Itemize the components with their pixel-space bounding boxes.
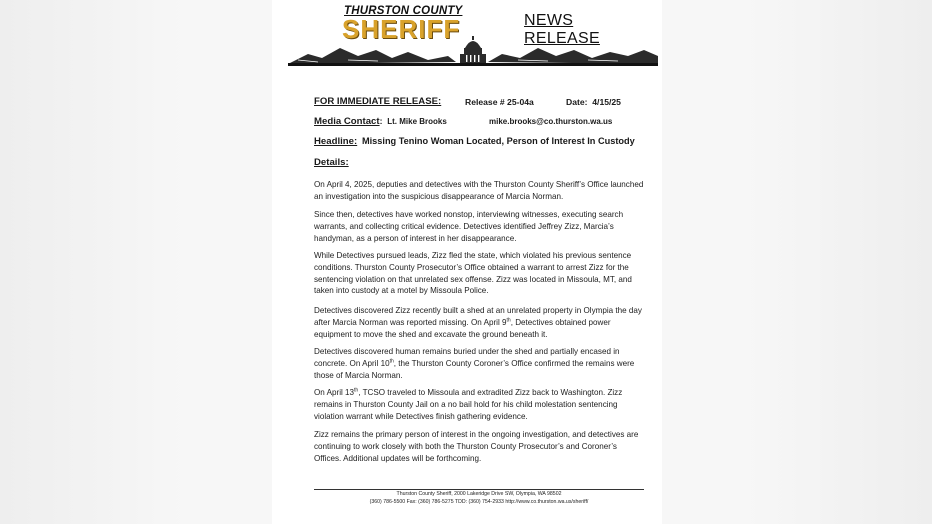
paragraph-3: While Detectives pursued leads, Zizz fled the state, which violated his previous sentence conditions. Thurston County Prosecutor’s Office obtained a warrant to arrest Zizz for the sentencing violation on that unrelated sex offense. Zizz was located in Missoula, MT, and taken into custody at a motel by Missoula Police. <box>314 251 632 296</box>
headline-row <box>314 136 635 147</box>
news-release-title: NEWS RELEASE <box>524 12 600 47</box>
paragraph-4-part-a: Detectives discovered Zizz recently built a shed at an unrelated property in Olympia the day after Marcia Norman was reported missing. On April 9 <box>314 306 642 327</box>
capitol-mountains-logo <box>288 36 658 66</box>
paragraph-4-sup: th <box>506 317 511 324</box>
headline-label: Headline: <box>314 136 358 147</box>
immediate-release-row <box>314 96 441 107</box>
paragraph-2: Since then, detectives have worked nonstop, interviewing witnesses, executing search warrants, and collecting critical evidence. Detectives identified Jeffrey Zizz, Marcia’s handyman, as a person of interest in her disappearance. <box>314 210 624 243</box>
media-contact-name: Lt. Mike Brooks <box>387 117 447 126</box>
paragraph-6-sup: th <box>354 387 359 394</box>
date-label: Date: <box>566 97 588 107</box>
paragraph-6-part-a: On April 13 <box>314 388 355 397</box>
details-heading <box>314 157 349 168</box>
footer-divider <box>314 489 644 490</box>
footer-address: Thurston County Sheriff, 2000 Lakeridge Drive SW, Olympia, WA 98502 <box>396 491 562 497</box>
headline-text: Missing Tenino Woman Located, Person of Interest In Custody <box>361 136 635 146</box>
media-contact-label: Media Contact <box>314 116 380 127</box>
paragraph-6 <box>314 387 646 422</box>
media-contact-email: mike.brooks@co.thurston.wa.us <box>489 117 613 126</box>
county-name: THURSTON COUNTY <box>344 5 463 17</box>
capitol-dome-icon <box>460 36 486 63</box>
release-number: Release # 25-04a <box>465 97 534 107</box>
paragraph-7: Zizz remains the primary person of interest in the ongoing investigation, and detectives are continuing to work closely with both the Thurston County Prosecutor’s and Coroner’s Offices. Additional updates will be forthcoming. <box>314 430 639 463</box>
media-contact-colon: : <box>379 116 383 126</box>
letterhead <box>288 2 648 66</box>
paragraph-5-part-a: Detectives discovered human remains buried under the shed and partially encased in concrete. On April 10 <box>314 347 620 368</box>
paragraph-4-part-b: , Detectives obtained power equipment to move the shed and excavate the ground beneath it. <box>314 317 611 339</box>
paragraph-5 <box>314 346 646 381</box>
details-label: Details: <box>314 157 349 168</box>
news-release-page <box>272 0 662 524</box>
paragraph-1: On April 4, 2025, deputies and detectives with the Thurston County Sheriff’s Office launched an investigation into the suspicious disappearance of Marcia Norman. <box>314 180 644 201</box>
paragraph-5-sup: th <box>389 358 394 365</box>
footer-contact: (360) 786-5500 Fax: (360) 786-5275 TDD: (360) 754-2933 http://www.co.thurston.wa.us/sheriff/ <box>369 499 589 505</box>
sheriff-wordmark: SHERIFF <box>342 14 461 44</box>
paragraph-4 <box>314 305 646 340</box>
immediate-release-label: FOR IMMEDIATE RELEASE: <box>314 96 442 107</box>
paragraph-6-part-b: , TCSO traveled to Missoula and extradited Zizz back to Washington. Zizz remains in Thurston County Jail on a no bail hold for his child molestation sentencing violation warrant while Detectives finish gathering evidence. <box>314 388 623 421</box>
date-value: 4/15/25 <box>592 97 621 107</box>
media-contact-row <box>314 116 447 127</box>
paragraph-5-part-b: , the Thurston County Coroner’s Office confirmed the remains were those of Marcia Norman. <box>314 358 635 380</box>
release-date <box>566 97 621 107</box>
